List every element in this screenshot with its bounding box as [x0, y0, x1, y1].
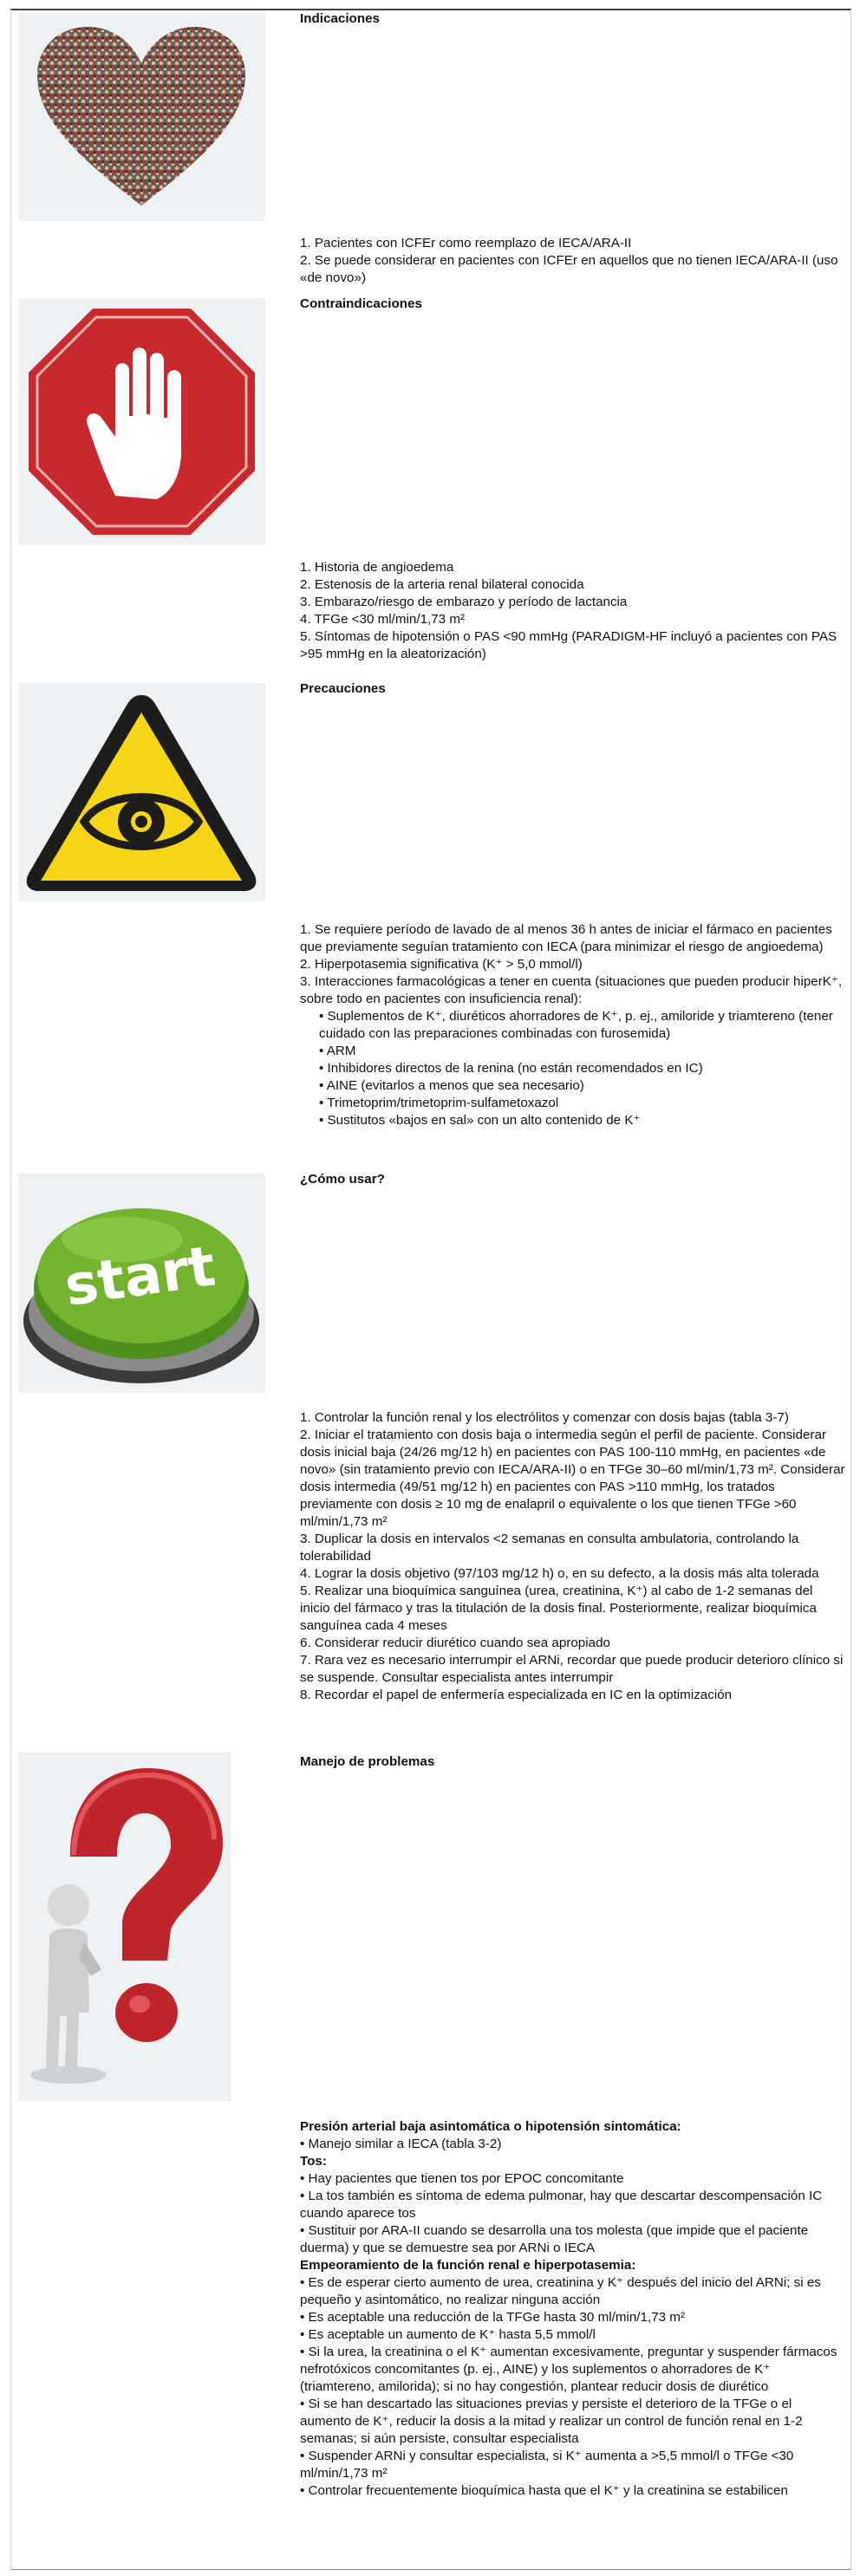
list-item: • Controlar frecuentemente bioquímica hasta que el K⁺ y la creatinina se estabilicen	[300, 2483, 788, 2498]
list-item: 8. Recordar el papel de enfermería especializada en IC en la optimización	[300, 1688, 733, 1702]
section-blocks	[300, 2118, 846, 2500]
list-item: 2. Se puede considerar en pacientes con ICFEr en aquellos que no tienen IECA/ARA-II (uso «de novo»)	[300, 253, 838, 285]
list-subitem: • Trimetoprim/trimetoprim-sulfametoxazol	[319, 1096, 559, 1110]
list-item: • La tos también es síntoma de edema pulmonar, hay que descartar descompensación IC cuando aparece tos	[300, 2189, 823, 2221]
section-items	[300, 921, 846, 1129]
block-heading: Empeoramiento de la función renal e hiperpotasemia:	[300, 2258, 636, 2273]
start-label: start	[61, 1234, 219, 1319]
list-subitem: • AINE (evitarlos a menos que sea necesario)	[319, 1078, 584, 1093]
question-mark-person-icon	[18, 1753, 231, 2101]
list-item: • Hay pacientes que tienen tos por EPOC concomitante	[300, 2171, 624, 2186]
list-subitem: • Sustitutos «bajos en sal» con un alto contenido de K⁺	[319, 1113, 641, 1128]
list-item: • Es aceptable una reducción de la TFGe hasta 30 ml/min/1,73 m²	[300, 2310, 686, 2325]
section-items	[300, 235, 846, 287]
warning-eye-icon	[18, 683, 265, 901]
list-subitem: • ARM	[319, 1044, 356, 1058]
list-item: 1. Controlar la función renal y los electrólitos y comenzar con dosis bajas (tabla 3-7)	[300, 1410, 789, 1425]
list-item: • Es de esperar cierto aumento de urea, creatinina y K⁺ después del inicio del ARNi; si es pequeño y asintomático, no realizar ninguna acción	[300, 2275, 821, 2307]
list-item: 2. Iniciar el tratamiento con dosis baja o intermedia según el perfil de paciente. Considerar dosis inicial baja (24/26 mg/12 h) en pacientes con PAS 100-110 mmHg, en pacientes «de novo» (sin tratamiento previo con IECA/ARA-II) o en TFGe 30–60 ml/min/1,73 m². Considerar dosis intermedia (49/51 mg/12 h) en pacientes con PAS >110 mmHg, los tratados previamente con dosis ≥ 10 mg de enalapril o equivalente o los que tienen TFGe >60 ml/min/1,73 m²	[300, 1428, 845, 1529]
list-item: 2. Hiperpotasemia significativa (K⁺ > 5,0 mmol/l)	[300, 957, 583, 972]
block-heading: Tos:	[300, 2154, 327, 2169]
list-item: • Manejo similar a IECA (tabla 3-2)	[300, 2137, 502, 2151]
section-items	[300, 559, 846, 663]
list-item: 6. Considerar reducir diurético cuando sea apropiado	[300, 1636, 610, 1650]
section-title: Manejo de problemas	[300, 1754, 435, 1769]
list-item: • Sustituir por ARA-II cuando se desarrolla una tos molesta (que impide que el paciente duerma) y que se demuestre sea por ARNi o IECA	[300, 2223, 809, 2255]
list-item: • Si se han descartado las situaciones previas y persiste el deterioro de la TFGe o el aumento de K⁺, reducir la dosis a la mitad y realizar un control de función renal en 1-2 semanas; si aún persiste, consultar especialista	[300, 2397, 803, 2446]
section-title: Indicaciones	[300, 11, 381, 26]
list-item: • Suspender ARNi y consultar especialista, si K⁺ aumenta a >5,5 mmol/l o TFGe <30 ml/min/1,73 m²	[300, 2449, 794, 2481]
list-item: 3. Duplicar la dosis en intervalos <2 semanas en consulta ambulatoria, controlando la tolerabilidad	[300, 1532, 799, 1564]
stop-hand-icon	[18, 298, 265, 545]
section-title: Precauciones	[300, 681, 386, 696]
block-heading: Presión arterial baja asintomática o hipotensión sintomática:	[300, 2119, 681, 2134]
list-item: 1. Pacientes con ICFEr como reemplazo de IECA/ARA-II	[300, 236, 632, 250]
list-item: 3. Embarazo/riesgo de embarazo y período de lactancia	[300, 595, 628, 609]
list-item: 4. Lograr la dosis objetivo (97/103 mg/12 h) o, en su defecto, a la dosis más alta tolerada	[300, 1566, 819, 1581]
list-item: • Es aceptable un aumento de K⁺ hasta 5,5 mmol/l	[300, 2327, 596, 2342]
list-item: 2. Estenosis de la arteria renal bilateral conocida	[300, 577, 584, 592]
list-item: 7. Rara vez es necesario interrumpir el ARNi, recordar que puede producir deterioro clínico si se suspende. Consultar especialista antes interrumpir	[300, 1653, 844, 1685]
heart-mosaic-icon	[18, 13, 265, 221]
list-item: 1. Se requiere período de lavado de al menos 36 h antes de iniciar el fármaco en pacientes que previamente seguían tratamiento con IECA (para minimizar el riesgo de angioedema)	[300, 922, 832, 954]
list-item: 1. Historia de angioedema	[300, 560, 454, 575]
section-title: Contraindicaciones	[300, 296, 422, 311]
list-subitem: • Inhibidores directos de la renina (no están recomendados en IC)	[319, 1061, 703, 1076]
start-button-icon	[18, 1174, 265, 1393]
list-item: 5. Síntomas de hipotensión o PAS <90 mmHg (PARADIGM-HF incluyó a pacientes con PAS >95 mmHg en la aleatorización)	[300, 629, 837, 661]
section-items	[300, 1409, 846, 1704]
section-title: ¿Cómo usar?	[300, 1172, 385, 1187]
list-item: • Si la urea, la creatinina o el K⁺ aumentan excesivamente, preguntar y suspender fármacos nefrotóxicos concomitantes (p. ej., AINE) y los suplementos o ahorradores de K⁺ (triamtereno, amilorida); si no hay congestión, plantear reducir dosis de diurético	[300, 2345, 837, 2394]
list-item: 5. Realizar una bioquímica sanguínea (urea, creatinina, K⁺) al cabo de 1-2 semanas del inicio del fármaco y tras la titulación de la dosis final. Posteriormente, realizar bioquímica sanguínea cada 4 meses	[300, 1584, 817, 1633]
list-subitem: • Suplementos de K⁺, diuréticos ahorradores de K⁺, p. ej., amiloride y triamtereno (tener cuidado con las preparaciones combinadas con furosemida)	[319, 1009, 833, 1041]
list-item: 4. TFGe <30 ml/min/1,73 m²	[300, 612, 466, 627]
list-item: 3. Interacciones farmacológicas a tener en cuenta (situaciones que pueden producir hiperK⁺, sobre todo en pacientes con insuficiencia renal):	[300, 974, 843, 1006]
